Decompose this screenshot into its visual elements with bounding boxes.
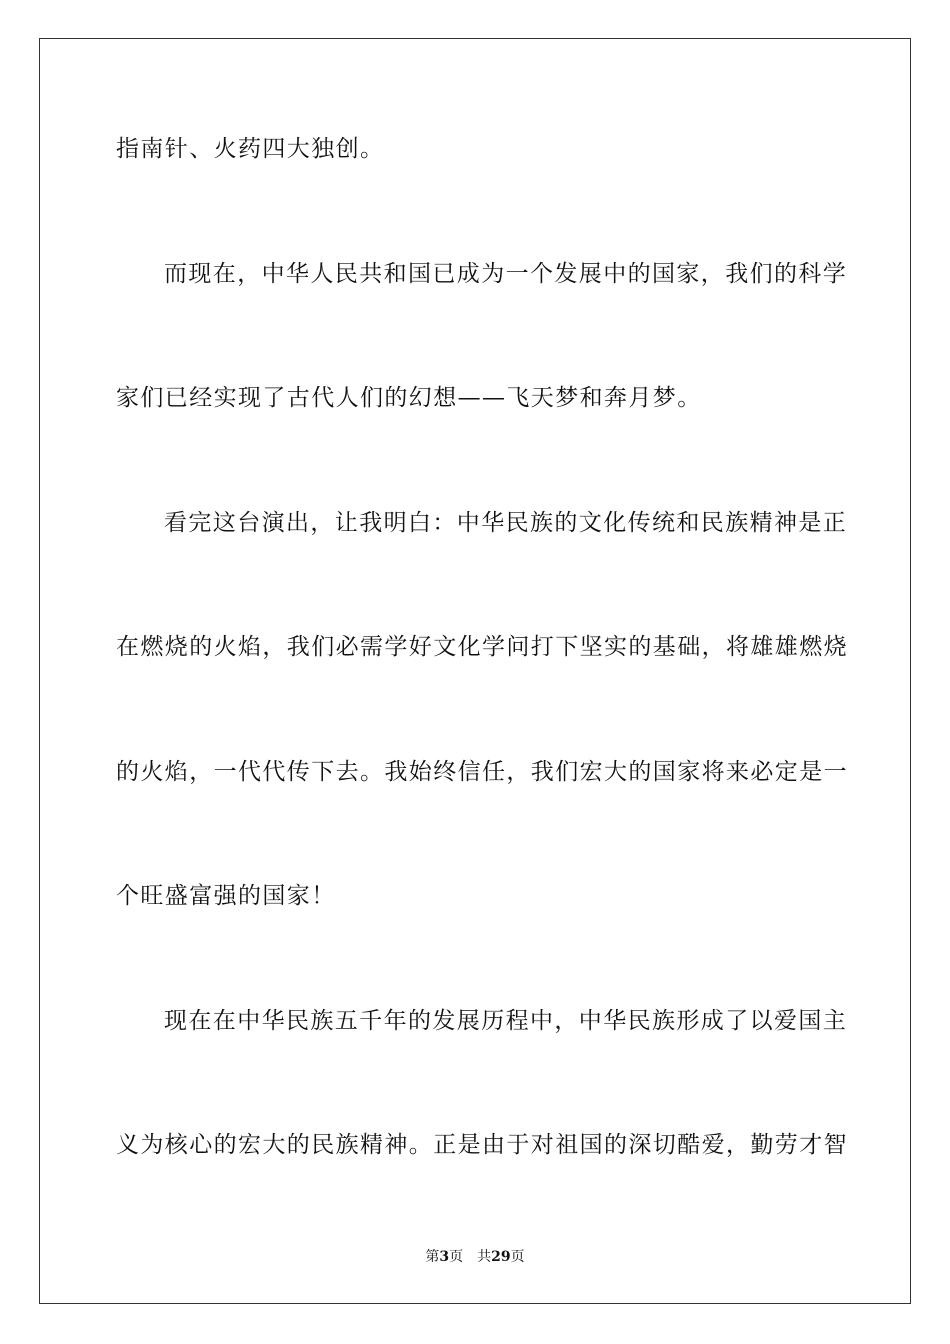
body-line-8: 现在在中华民族五千年的发展历程中，中华民族形成了以爱国主	[164, 1008, 848, 1034]
body-line-7: 个旺盛富强的国家！	[116, 883, 336, 909]
total-prefix: 共	[477, 1249, 492, 1265]
body-line-4: 看完这台演出，让我明白：中华民族的文化传统和民族精神是正	[164, 510, 848, 536]
total-pages-number: 29	[491, 1249, 511, 1265]
body-line-2: 而现在，中华人民共和国已成为一个发展中的国家，我们的科学	[164, 261, 848, 287]
total-suffix: 页	[510, 1249, 525, 1265]
body-line-3: 家们已经实现了古代人们的幻想——飞天梦和奔月梦。	[116, 385, 702, 411]
page-footer	[0, 1248, 950, 1266]
current-page-number: 3	[439, 1249, 450, 1265]
body-line-5: 在燃烧的火焰，我们必需学好文化学问打下坚实的基础，将雄雄燃烧	[116, 634, 848, 660]
page-frame	[39, 38, 911, 1304]
body-line-6: 的火焰，一代代传下去。我始终信任，我们宏大的国家将来必定是一	[116, 759, 848, 785]
page-suffix: 页	[449, 1249, 464, 1265]
body-line-1: 指南针、火药四大独创。	[116, 136, 385, 162]
page-prefix: 第	[425, 1249, 440, 1265]
body-line-9: 义为核心的宏大的民族精神。正是由于对祖国的深切酷爱，勤劳才智	[116, 1132, 848, 1158]
